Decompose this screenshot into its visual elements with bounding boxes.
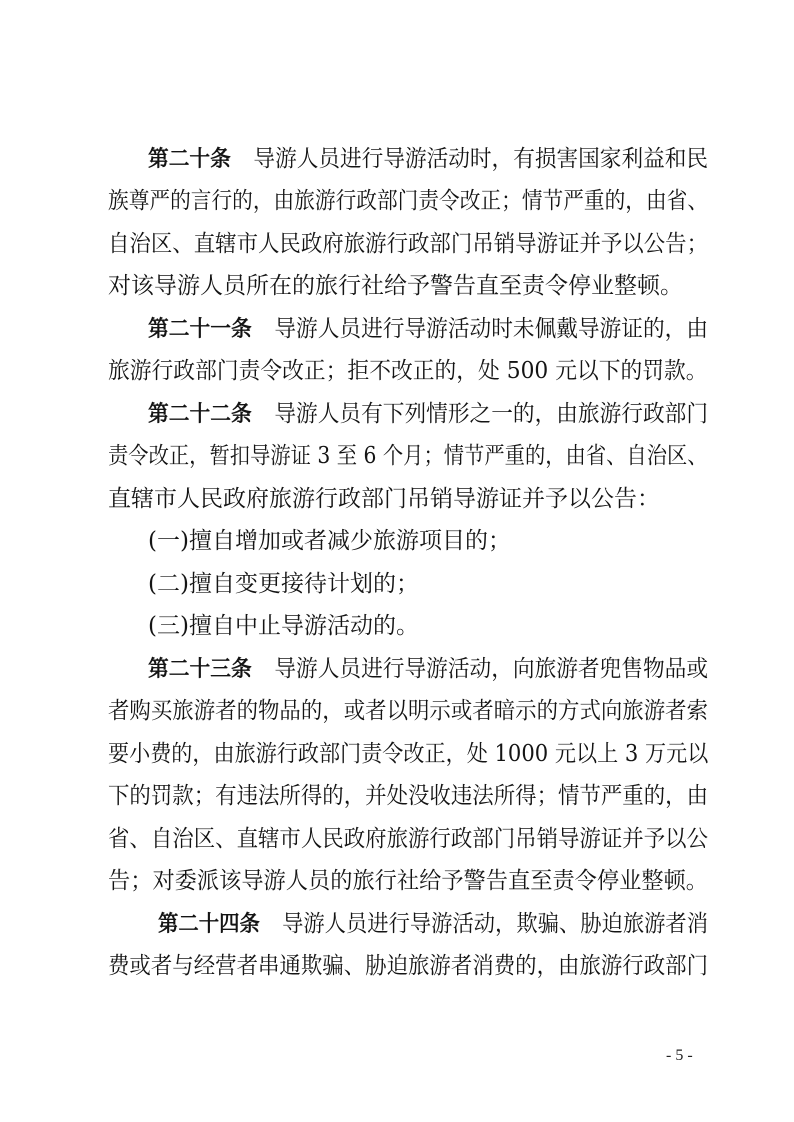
line-text: 责令改正，暂扣导游证 3 至 6 个月；情节严重的，由省、自治区、 (108, 443, 708, 469)
text-line (148, 399, 709, 429)
text-line (148, 569, 708, 599)
text-line (108, 951, 709, 981)
line-text: 导游人员进行导游活动时，有损害国家利益和民 (253, 146, 709, 172)
line-text: 要小费的，由旅游行政部门责令改正，处 1000 元以上 3 万元以 (108, 741, 709, 767)
line-text: 费或者与经营者串通欺骗、胁迫旅游者消费的，由旅游行政部门 (108, 953, 709, 979)
text-line (108, 271, 708, 301)
text-line (108, 484, 708, 514)
article-heading: 第二十一条 (148, 317, 252, 342)
text-line (148, 144, 709, 174)
line-text: 对该导游人员所在的旅行社给予警告直至责令停业整顿。 (108, 273, 683, 299)
line-text: 导游人员进行导游活动，向旅游者兜售物品或 (274, 656, 709, 682)
text-line (148, 314, 709, 344)
text-line (108, 739, 709, 769)
text-line (148, 526, 708, 556)
text-line (108, 824, 709, 854)
line-text: 省、自治区、直辖市人民政府旅游行政部门吊销导游证并予以公 (108, 826, 709, 852)
line-text: 导游人员进行导游活动，欺骗、胁迫旅游者消 (282, 911, 708, 937)
list-item: (一)擅自增加或者减少旅游项目的； (148, 528, 511, 554)
text-line (108, 866, 709, 896)
text-line (108, 781, 709, 811)
text-line (108, 696, 709, 726)
text-line (148, 611, 708, 641)
list-item: (三)擅自中止导游活动的。 (148, 613, 419, 639)
line-text: 者购买旅游者的物品的，或者以明示或者暗示的方式向旅游者索 (108, 698, 709, 724)
line-text: 族尊严的言行的，由旅游行政部门责令改正；情节严重的，由省、 (108, 188, 709, 214)
article-heading: 第二十四条 (158, 912, 260, 937)
list-item: (二)擅自变更接待计划的； (148, 571, 419, 597)
line-text: 导游人员有下列情形之一的，由旅游行政部门 (274, 401, 709, 427)
line-text: 自治区、直辖市人民政府旅游行政部门吊销导游证并予以公告； (108, 231, 709, 257)
article-heading: 第二十二条 (148, 402, 252, 427)
text-line (148, 654, 709, 684)
line-text: 旅游行政部门责令改正；拒不改正的，处 500 元以下的罚款。 (108, 358, 708, 384)
line-text: 直辖市人民政府旅游行政部门吊销导游证并予以公告： (108, 486, 660, 512)
article-heading: 第二十条 (148, 147, 231, 172)
text-line (158, 909, 708, 939)
page-number: - 5 - (666, 1047, 693, 1064)
line-text: 下的罚款；有违法所得的，并处没收违法所得；情节严重的，由 (108, 783, 709, 809)
text-line (108, 229, 709, 259)
line-text: 告；对委派该导游人员的旅行社给予警告直至责令停业整顿。 (108, 868, 709, 894)
text-line (108, 356, 708, 386)
line-text: 导游人员进行导游活动时未佩戴导游证的，由 (274, 316, 709, 342)
article-heading: 第二十三条 (148, 657, 252, 682)
text-line (108, 441, 708, 471)
text-line (108, 186, 709, 216)
